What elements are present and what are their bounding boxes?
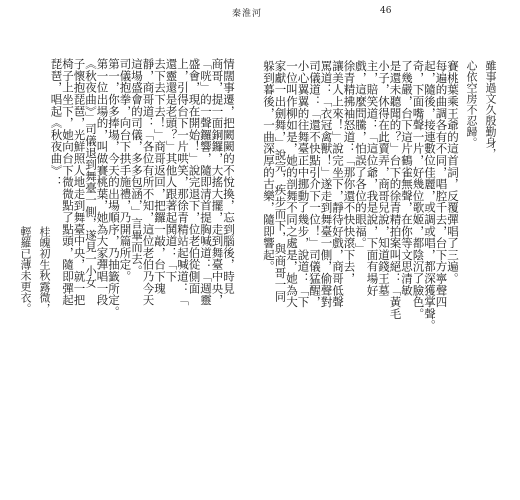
text-line: 子懷抱琵琶，光鮮照人地走到舞臺中央，就一把 xyxy=(72,58,87,306)
text-line: 第一位出場的，叫做賽桃葉，她為大家彈唱一段 xyxy=(95,58,110,306)
text-line: 起，隨後，接連數位佳麗，或調或唱，都深獲掌聲。 xyxy=(423,60,437,332)
text-line: 第一，你多捧場，今天的出場順序，乃抽籤所定。 xyxy=(107,58,121,318)
text-line: 「咣」的一聲鑼響，隨即清首提胸喊道：「週靈 xyxy=(199,58,213,306)
text-line: 小心翼翼的往舞臺正中挪動了幾步，說道：「下 xyxy=(296,60,311,308)
text-line: 賽桃葉乘王爺的這首詞，反覆彈唱了三遍。 xyxy=(446,60,460,285)
text-line: 是還未聽聞的？」台下的徐青精拍案叫絕：「黃毛 xyxy=(388,60,403,320)
verse-line: 桂魄初生秋露微， xyxy=(38,226,51,314)
running-head: 秦淮河 xyxy=(232,9,263,19)
text-line: 上，引得台下一片哄笑，那徐青精站起喊道：「 xyxy=(176,58,190,306)
epigraph-line: 心依空房不忍歸。 xyxy=(465,60,478,148)
text-line: 了幾嚴，台下這片鶴雀無聲，在你等文思清敏 xyxy=(400,60,414,296)
text-line: 靜，商哥道：「各位有所不知，這位老伯乃今天 xyxy=(141,58,156,306)
text-line: 讓美人上來！」說完坐下，靜待好戲，商哥低聲 xyxy=(331,60,345,308)
text-line: 一位叫作柳如是，她的剖舞不同之處是，她為大 xyxy=(285,60,299,308)
text-line: 罵道：「衣冠禽獸！」遂走到舞臺一側，偷聲對 xyxy=(319,60,334,308)
text-line: 奇，下面嘴聲一片，好幾位歌姬，都陰沉了臉色。 xyxy=(411,60,426,320)
text-line: 琵琶，唱起《秋夜曲》： xyxy=(49,58,64,188)
page-number: 46 xyxy=(380,6,392,16)
epigraph-line: 雖事過文久殷勤身， xyxy=(484,60,497,159)
text-line: 盛會，現在開始！」說完退下，位老伯從側面 xyxy=(187,58,202,294)
verse-line: 輕羅已薄未更衣。 xyxy=(19,226,32,314)
text-line: 戲，這麼問騰，怕誤了各位的眼福。」 xyxy=(354,60,368,255)
text-line: 還靈還是老頭？」其他人跟著起鬨道：「下 xyxy=(164,58,179,283)
epigraph xyxy=(458,60,496,159)
text-line: 主，賠笑道：「這位爺，我是說，下面有場好 xyxy=(365,60,380,296)
text-line: 家獻一出劍舞，」說完，疾步而下，與商哥一同 xyxy=(273,60,288,303)
text-line: 情闊事遷，把闕闕的不悅換，忘到腦後，時見 xyxy=(222,58,236,294)
text-line: 商哥，提一面銅鑼，大搖大擺，走到舞臺中央， xyxy=(210,58,225,306)
text-line: 小子，休得在此賣弄，商哥兒說，知道錢王墓 xyxy=(377,60,391,296)
text-line: 《秋夜曲》」司儀退到舞臺一側，遂見一小女 xyxy=(84,58,98,289)
text-line: 每遍的曲調各有不同，唱腔千去，台下方寧聲四 xyxy=(434,60,449,308)
text-line: 這場盛會的司儀，多多包涵，」言畢而去。 xyxy=(130,58,144,277)
text-line: 椅子上坐下，她向台下微微點了點頭，隨即彈起 xyxy=(61,58,75,306)
text-line: 去下去下去！」商哥返回，把鑼一敲，台下瑰 xyxy=(153,58,167,294)
text-line: 司儀抱拳，向台下拱手施禮，乃開篇所定。 xyxy=(118,58,133,283)
text-line: 司儀道：「還不快點引介下一位！」司儀猛醒， xyxy=(308,60,322,308)
text-line: 徐青精拂袖怒道：「那你還不快快滾下去， xyxy=(342,60,357,285)
closing-verse xyxy=(12,226,50,314)
right-body-text xyxy=(263,60,459,331)
left-body-text xyxy=(50,58,234,318)
text-line: 躲到暮後，一曲深厚的古樂，隨即響起。 xyxy=(262,60,276,273)
